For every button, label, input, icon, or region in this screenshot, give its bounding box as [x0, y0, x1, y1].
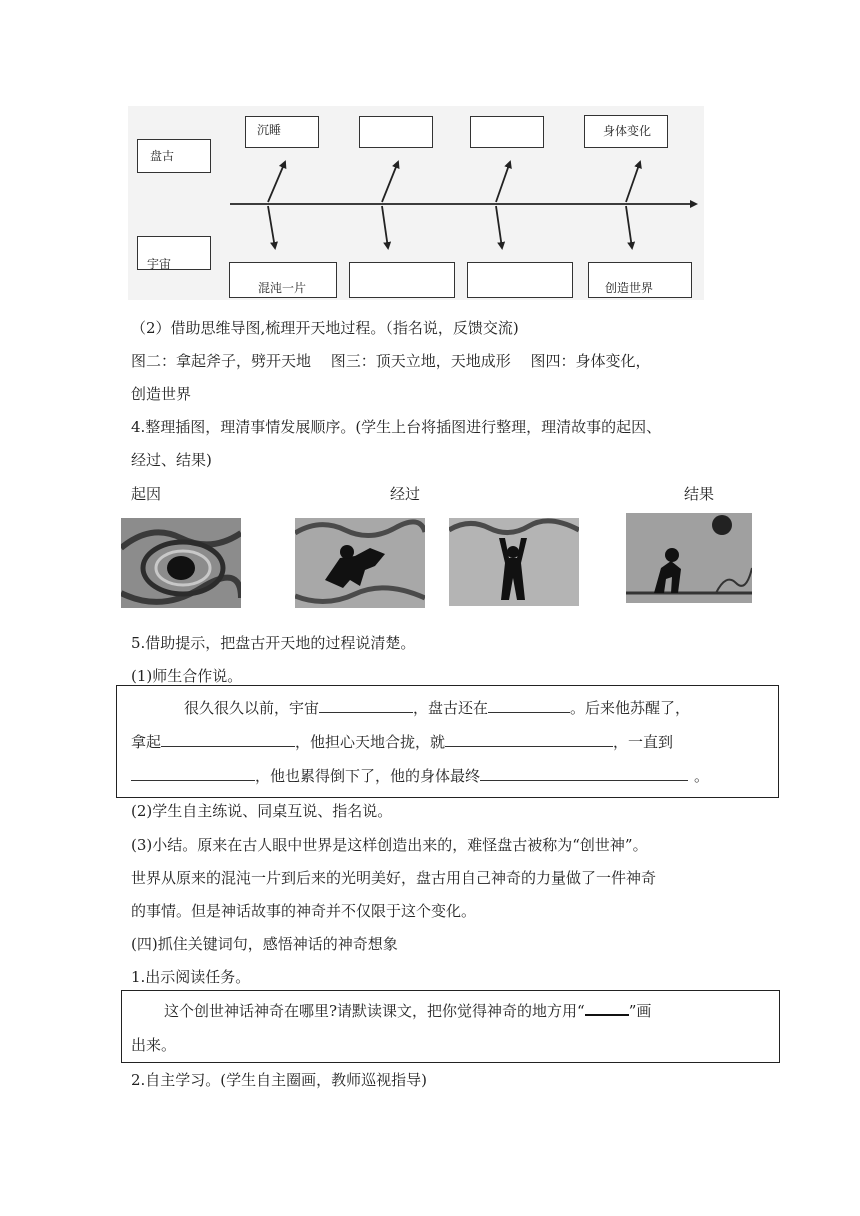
- step-2-text: （2）借助思维导图,梳理开天地过程。（指名说，反馈交流): [131, 319, 519, 337]
- blank-field[interactable]: [445, 732, 613, 747]
- label-process: 经过: [390, 485, 421, 503]
- fishbone-diagram: [128, 106, 704, 300]
- diagram-bottom-label-1: 混沌一片: [258, 281, 307, 295]
- summary-line-2: 世界从原来的混沌一片到后来的光明美好，盘古用自己神奇的力量做了一件神奇: [131, 869, 657, 887]
- task-text: 这个创世神话神奇在哪里?请默读课文，把你觉得神奇的地方用“: [164, 1002, 585, 1020]
- reading-task-line-1: [164, 1001, 651, 1021]
- step-4-text-cont: 经过、结果): [131, 451, 212, 469]
- fill-text: 拿起: [131, 733, 162, 751]
- diagram-top-label-4: 身体变化: [603, 124, 652, 138]
- label-result: 结果: [684, 485, 715, 503]
- picture-summary-line: 图二：拿起斧子，劈开天地 图三：顶天立地，天地成形 图四：身体变化，: [131, 352, 651, 370]
- blank-field[interactable]: [488, 698, 570, 713]
- diagram-label-universe: 宇宙: [147, 257, 172, 271]
- label-cause: 起因: [131, 485, 162, 503]
- step-5-text: 5.借助提示，把盘古开天地的过程说清楚。: [131, 634, 416, 652]
- fill-text: 。后来他苏醒了，: [570, 699, 691, 717]
- step-5-2-text: (2)学生自主练说、同桌互说、指名说。: [131, 802, 393, 820]
- illustration-process-2: [449, 518, 579, 606]
- fill-in-line-3: [131, 766, 709, 786]
- reading-task-line-2: 出来。: [131, 1036, 177, 1054]
- fill-text: ，他也累得倒下了，他的身体最终: [255, 767, 481, 785]
- blank-field[interactable]: [319, 698, 413, 713]
- task-text: ”画: [628, 1002, 652, 1020]
- figure-chopping-image-icon: [295, 518, 425, 608]
- picture-summary-line-cont: 创造世界: [131, 385, 192, 403]
- illustration-process-1: [295, 518, 425, 608]
- figure-kneeling-image-icon: [626, 513, 752, 603]
- summary-line-3: 的事情。但是神话故事的神奇并不仅限于这个变化。: [131, 902, 477, 920]
- illustration-cause: [121, 518, 241, 608]
- diagram-bottom-label-4: 创造世界: [605, 281, 654, 295]
- fill-text: 很久很久以前，宇宙: [184, 699, 320, 717]
- step-5-1-text: (1)师生合作说。: [131, 667, 243, 685]
- fill-in-line-1: [184, 698, 690, 718]
- illustration-result: [626, 513, 752, 603]
- diagram-top-label-1: 沉睡: [257, 123, 282, 137]
- self-study-text: 2.自主学习。(学生自主圈画，教师巡视指导): [131, 1071, 428, 1089]
- task-heading: 1.出示阅读任务。: [131, 968, 251, 986]
- fill-text: 。: [694, 767, 710, 785]
- figure-holding-sky-image-icon: [449, 518, 579, 606]
- blank-field[interactable]: [131, 766, 255, 781]
- step-4-text: 4.整理插图，理清事情发展顺序。(学生上台将插图进行整理，理清故事的起因、: [131, 418, 662, 436]
- blank-field[interactable]: [480, 766, 688, 781]
- fill-text: ，盘古还在: [413, 699, 489, 717]
- fill-text: ，一直到: [613, 733, 674, 751]
- underline-sample: [585, 1004, 629, 1016]
- blank-field[interactable]: [161, 732, 295, 747]
- summary-line-1: (3)小结。原来在古人眼中世界是这样创造出来的，难怪盘古被称为“创世神”。: [131, 836, 648, 854]
- fill-in-line-2: [131, 732, 673, 752]
- diagram-arrows: [128, 106, 704, 300]
- section-4-heading: (四)抓住关键词句，感悟神话的神奇想象: [131, 935, 398, 953]
- swirl-image-icon: [121, 518, 241, 608]
- fill-text: ，他担心天地合拢，就: [295, 733, 446, 751]
- diagram-label-pangu: 盘古: [150, 149, 175, 163]
